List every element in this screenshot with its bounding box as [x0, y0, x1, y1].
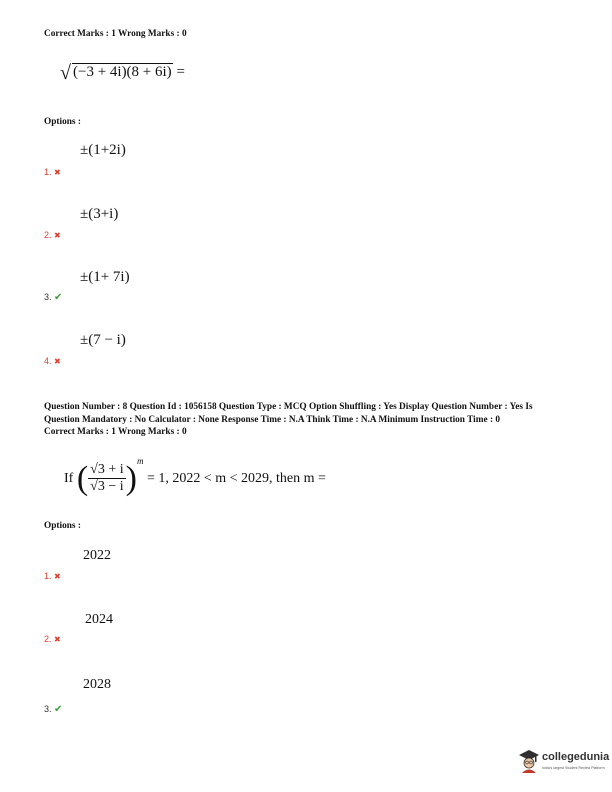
q8-option-1-value: 2022 — [83, 548, 111, 563]
sqrt-sign: √ — [60, 62, 71, 84]
q7-option-2-value: ±(3+i) — [80, 206, 119, 222]
q7-option-3-value: ±(1+ 7i) — [80, 269, 130, 285]
q8-option-2-number: 2. ✖ — [44, 634, 61, 644]
wrong-icon: ✖ — [54, 635, 61, 644]
q7-option-2-number: 2. ✖ — [44, 230, 61, 240]
q7-options-label: Options : — [44, 117, 81, 127]
q8-expression — [64, 456, 326, 498]
q7-option-1-number: 1. ✖ — [44, 167, 61, 177]
q8-option-3-value: 2028 — [83, 677, 111, 692]
q8-condition: = 1, 2022 < m < 2029, then m = — [146, 471, 326, 486]
left-paren: ( — [76, 459, 89, 497]
wrong-icon: ✖ — [54, 572, 61, 581]
check-icon: ✔ — [54, 292, 63, 303]
collegedunia-logo — [518, 744, 610, 778]
q8-exponent: m — [136, 456, 144, 466]
q8-marks: Correct Marks : 1 Wrong Marks : 0 — [44, 427, 187, 437]
wrong-icon: ✖ — [54, 357, 61, 366]
q8-meta — [44, 401, 584, 439]
q8-fraction — [88, 462, 125, 495]
q8-if: If — [64, 471, 74, 486]
q8-option-3-number: 3. ✔ — [44, 704, 63, 715]
q7-marks: Correct Marks : 1 Wrong Marks : 0 — [44, 29, 187, 39]
wrong-icon: ✖ — [54, 168, 61, 177]
q7-option-4-number: 4. ✖ — [44, 356, 61, 366]
q7-equals: = — [176, 64, 185, 80]
right-paren: ) — [125, 459, 137, 497]
logo-name: collegedunia — [542, 751, 610, 763]
q7-radicand: (−3 + 4i)(8 + 6i) — [72, 64, 172, 80]
check-icon: ✔ — [54, 704, 63, 715]
logo-tagline: India's largest Student Review Platform — [542, 766, 605, 770]
q7-option-3-number: 3. ✔ — [44, 292, 63, 303]
q8-option-2-value: 2024 — [85, 612, 113, 627]
q7-expression — [60, 62, 185, 85]
q7-option-1-value: ±(1+2i) — [80, 142, 126, 158]
q8-meta-line-1: Question Number : 8 Question Id : 1056158 Question Type : MCQ Option Shuffling : Yes Display Question Number : Yes Is — [44, 402, 533, 412]
q7-option-4-value: ±(7 − i) — [80, 332, 126, 348]
wrong-icon: ✖ — [54, 231, 61, 240]
q8-numerator: √3 + i — [90, 462, 124, 478]
graduate-icon — [518, 748, 540, 774]
q8-denominator: √3 − i — [90, 479, 124, 495]
q8-option-1-number: 1. ✖ — [44, 571, 61, 581]
q8-options-label: Options : — [44, 521, 81, 531]
q8-meta-line-2: Question Mandatory : No Calculator : None Response Time : N.A Think Time : N.A Minimum Instruction Time : 0 — [44, 414, 501, 425]
